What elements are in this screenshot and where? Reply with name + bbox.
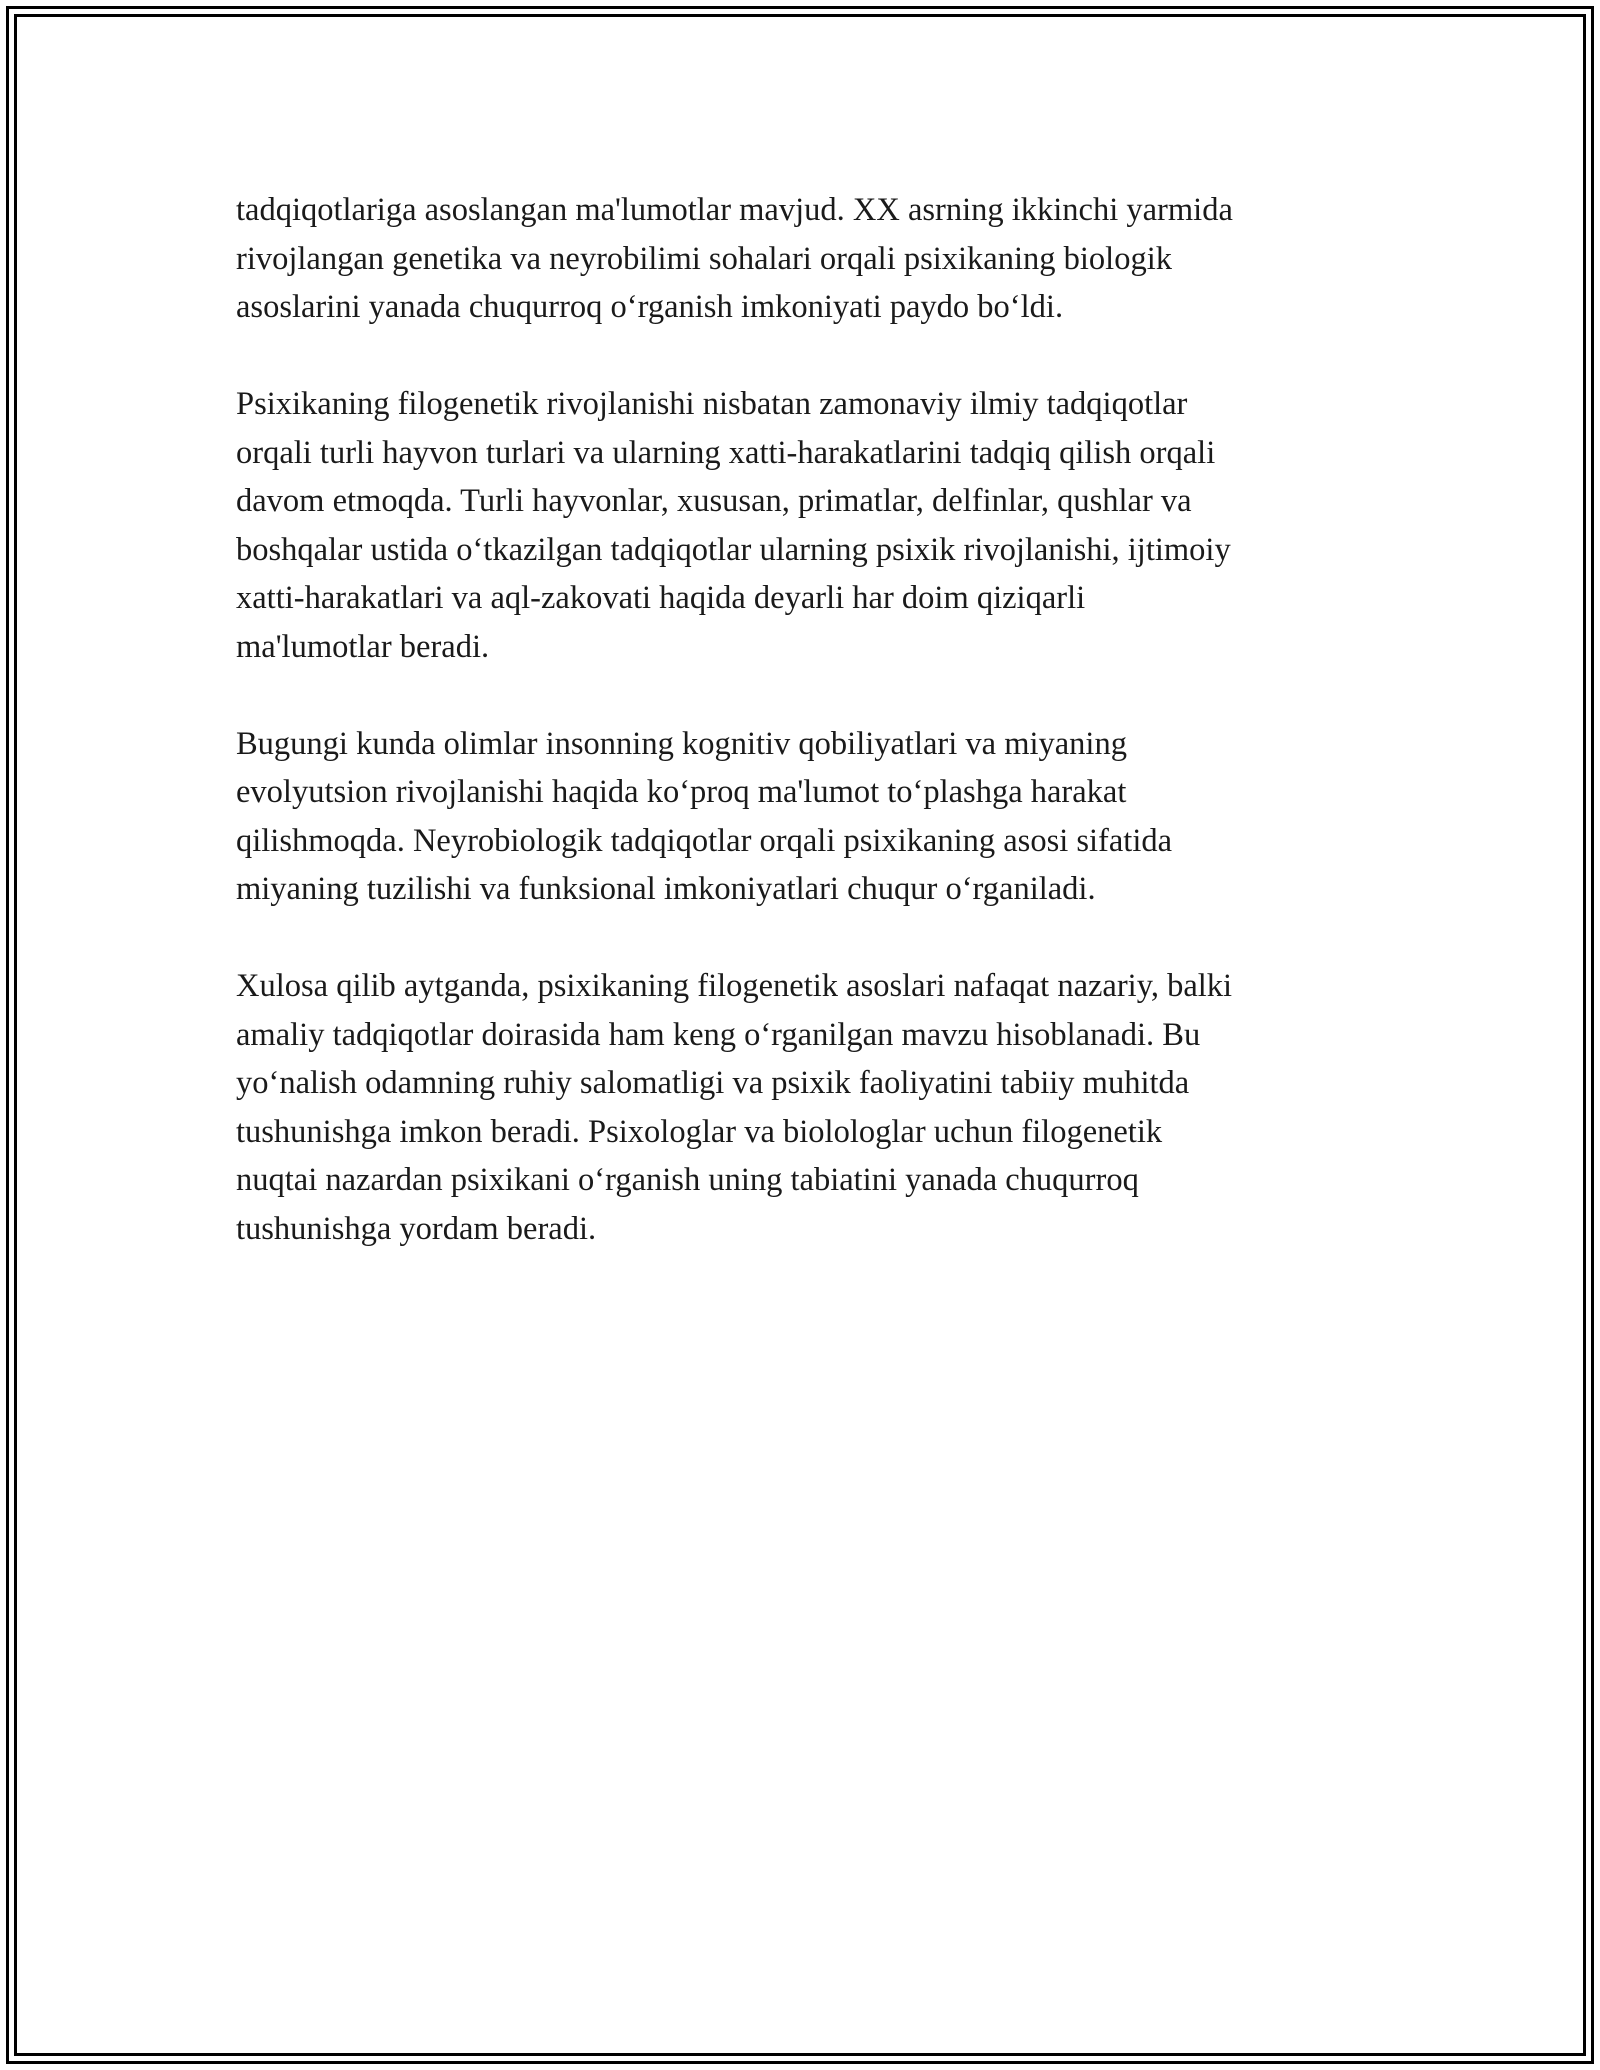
text-line: evolyutsion rivojlanishi haqida ko‘proq ma'lumot to‘plashga harakat xyxy=(236,774,1127,810)
text-line: ma'lumotlar beradi. xyxy=(236,628,490,665)
text-line: tushunishga imkon beradi. Psixologlar va biolologlar uchun filogenetik xyxy=(236,1113,1163,1150)
text-line: Psixikaning filogenetik rivojlanishi nisbatan zamonaviy ilmiy tadqiqotlar xyxy=(236,386,1188,422)
paragraph-4 xyxy=(236,962,1366,1253)
text-line: miyaning tuzilishi va funksional imkoniyatlari chuqur o‘rganiladi. xyxy=(236,871,1096,907)
text-line: davom etmoqda. Turli hayvonlar, xususan, primatlar, delfinlar, qushlar va xyxy=(236,483,1192,519)
text-line: tushunishga yordam beradi. xyxy=(236,1210,597,1247)
text-line: boshqalar ustida o‘tkazilgan tadqiqotlar ularning psixik rivojlanishi, ijtimoiy xyxy=(236,531,1231,568)
text-line: rivojlangan genetika va neyrobilimi sohalari orqali psixikaning biologik xyxy=(236,240,1172,277)
text-line: orqali turli hayvon turlari va ularning xatti-harakatlarini tadqiq qilish orqali xyxy=(236,434,1216,471)
document-body xyxy=(236,186,1366,1302)
text-line: nuqtai nazardan psixikani o‘rganish uning tabiatini yanada chuqurroq xyxy=(236,1162,1139,1198)
text-line: xatti-harakatlari va aql-zakovati haqida deyarli har doim qiziqarli xyxy=(236,580,1086,616)
text-line: Xulosa qilib aytganda, psixikaning filogenetik asoslari nafaqat nazariy, balki xyxy=(236,968,1233,1004)
paragraph-1 xyxy=(236,186,1366,332)
text-line: Bugungi kunda olimlar insonning kognitiv qobiliyatlari va miyaning xyxy=(236,725,1127,762)
text-line: qilishmoqda. Neyrobiologik tadqiqotlar orqali psixikaning asosi sifatida xyxy=(236,822,1173,859)
text-line: yo‘nalish odamning ruhiy salomatligi va psixik faoliyatini tabiiy muhitda xyxy=(236,1065,1190,1101)
text-line: tadqiqotlariga asoslangan ma'lumotlar mavjud. XX asrning ikkinchi yarmida xyxy=(236,192,1233,228)
text-line: asoslarini yanada chuqurroq o‘rganish imkoniyati paydo bo‘ldi. xyxy=(236,289,1064,325)
paragraph-2 xyxy=(236,380,1366,671)
text-line: amaliy tadqiqotlar doirasida ham keng o‘rganilgan mavzu hisoblanadi. Bu xyxy=(236,1016,1201,1053)
paragraph-3 xyxy=(236,720,1366,914)
